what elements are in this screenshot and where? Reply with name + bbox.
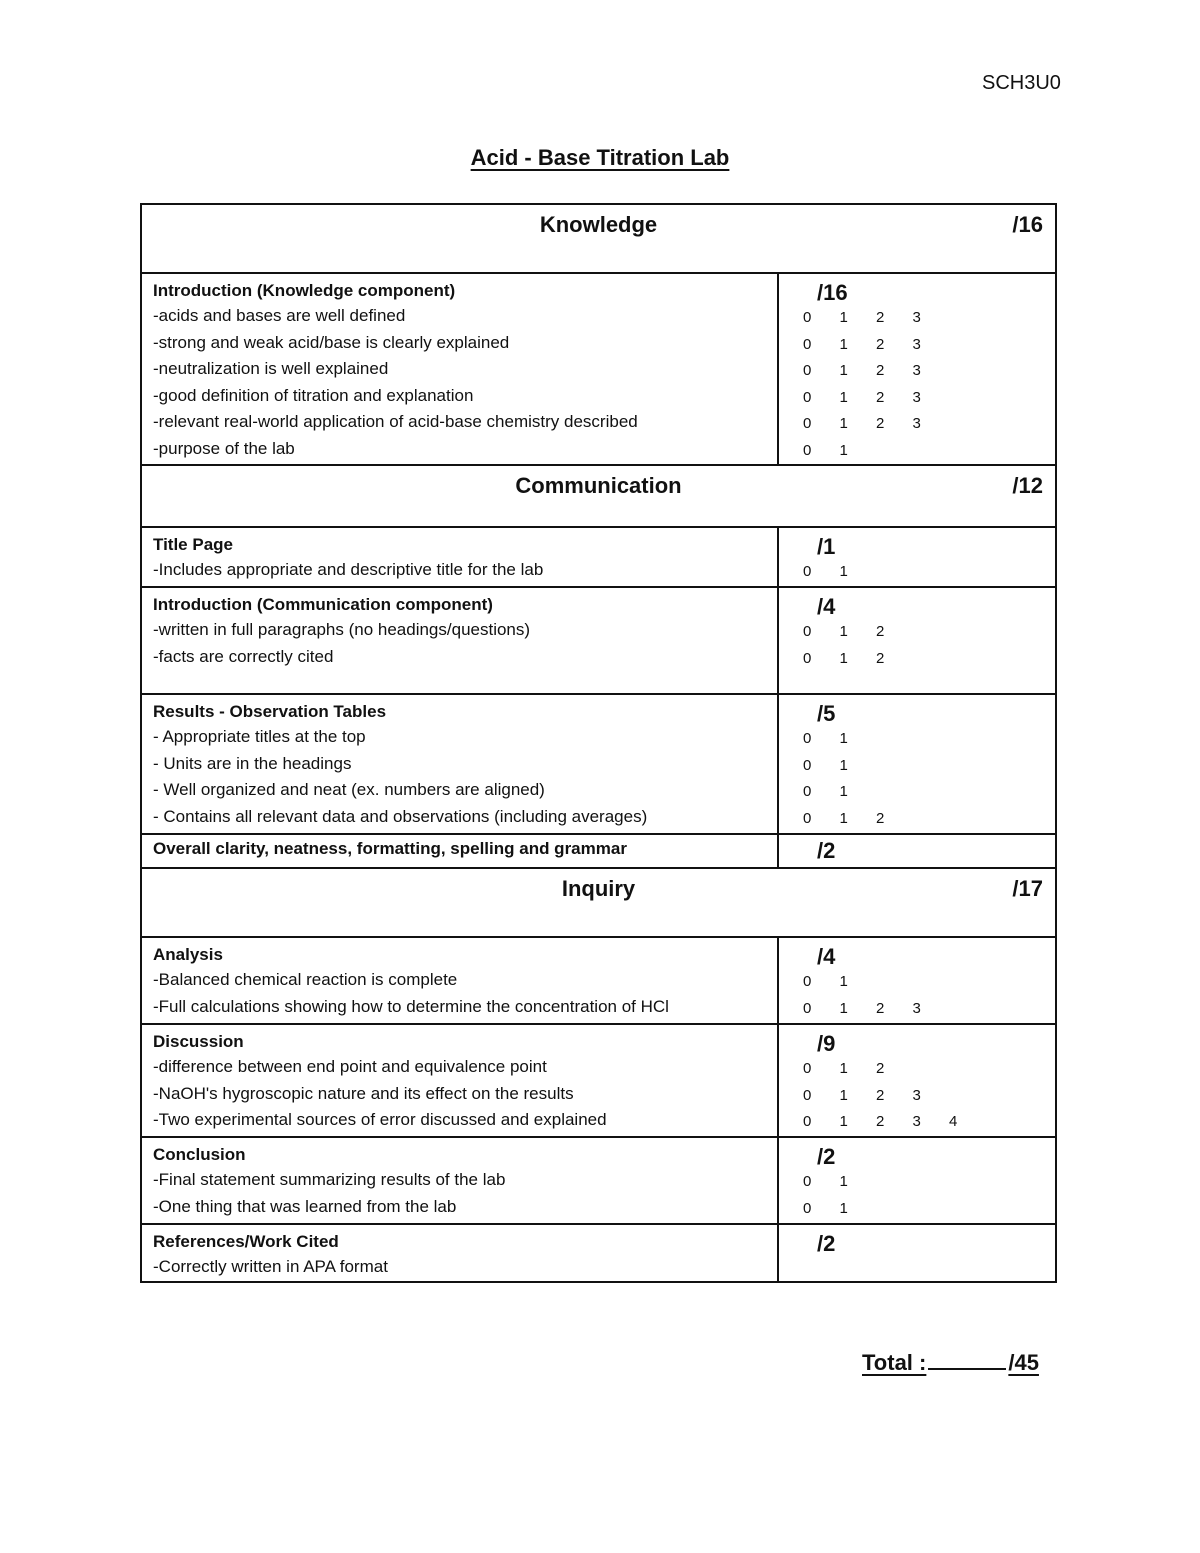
- score-option: 2: [876, 809, 885, 827]
- criterion-heading: Introduction (Knowledge component): [153, 281, 456, 300]
- score-option: 1: [839, 1060, 848, 1077]
- score-option: 0: [803, 309, 812, 326]
- section-title: Inquiry: [561, 876, 636, 901]
- grand-total: [862, 1348, 1039, 1376]
- section-header-inquiry: [141, 868, 1056, 937]
- criterion-description: [141, 273, 778, 465]
- score-option: 0: [803, 783, 812, 800]
- total-label: Total :: [862, 1350, 927, 1375]
- criterion-max-score: /2: [817, 1231, 836, 1256]
- criterion-row: [141, 1224, 1056, 1282]
- criterion-item: - Appropriate titles at the top: [153, 727, 366, 746]
- score-option: 2: [876, 1113, 885, 1130]
- score-option: 1: [839, 973, 848, 990]
- criterion-score: [778, 1137, 1056, 1224]
- score-option: 3: [912, 1086, 921, 1104]
- section-total: /17: [1012, 876, 1043, 901]
- total-blank: [928, 1348, 1006, 1370]
- criterion-heading: Conclusion: [153, 1145, 246, 1164]
- criterion-score: [778, 834, 1056, 868]
- page-title-text: Acid - Base Titration Lab: [470, 145, 730, 170]
- criterion-item: -Final statement summarizing results of the lab: [153, 1170, 506, 1189]
- criterion-heading: Introduction (Communication component): [153, 595, 493, 614]
- score-option: 1: [839, 1086, 848, 1104]
- score-option: 3: [912, 415, 921, 432]
- criterion-max-score: /4: [817, 944, 836, 969]
- criterion-row: [141, 694, 1056, 834]
- criterion-description: [141, 1224, 778, 1282]
- criterion-score: [778, 273, 1056, 465]
- score-option: 3: [912, 1113, 921, 1130]
- criterion-heading: Discussion: [153, 1032, 244, 1051]
- score-option: 1: [839, 999, 848, 1017]
- score-option: 0: [803, 415, 812, 432]
- criterion-item: -strong and weak acid/base is clearly explained: [153, 332, 510, 352]
- score-option: 0: [803, 973, 812, 990]
- score-option: 0: [803, 649, 812, 667]
- score-option: 0: [803, 1173, 812, 1190]
- criterion-item: - Well organized and neat (ex. numbers are aligned): [153, 780, 545, 799]
- criterion-score: [778, 587, 1056, 694]
- score-option: 0: [803, 756, 812, 774]
- score-option: 1: [839, 730, 848, 747]
- score-scale: [803, 996, 1055, 1023]
- score-option: 1: [839, 623, 848, 640]
- page-title: [0, 145, 1200, 171]
- score-option: 2: [876, 362, 885, 379]
- score-option: 1: [839, 1199, 848, 1217]
- criterion-item: -difference between end point and equivalence point: [153, 1057, 547, 1076]
- criterion-score: [778, 937, 1056, 1024]
- score-option: 1: [839, 441, 848, 459]
- criterion-max-score: /2: [817, 838, 836, 863]
- score-option: 0: [803, 441, 812, 459]
- score-scale: [803, 753, 1055, 780]
- criterion-row: [141, 1024, 1056, 1137]
- criterion-description: [141, 937, 778, 1024]
- score-option: 2: [876, 335, 885, 353]
- criterion-row: [141, 587, 1056, 694]
- score-scale: [803, 969, 1055, 996]
- criterion-item: -Full calculations showing how to determine the concentration of HCl: [153, 996, 669, 1016]
- score-scale: [803, 1196, 1055, 1223]
- score-option: 1: [839, 809, 848, 827]
- score-option: 1: [839, 309, 848, 326]
- score-option: 4: [949, 1113, 958, 1130]
- score-scale: [803, 1083, 1055, 1110]
- criterion-heading: Title Page: [153, 535, 233, 554]
- criterion-item: -good definition of titration and explanation: [153, 385, 474, 405]
- criterion-heading: Results - Observation Tables: [153, 702, 387, 721]
- score-option: 0: [803, 362, 812, 379]
- section-header-communication: [141, 465, 1056, 527]
- score-scale: [803, 1169, 1055, 1196]
- score-option: 2: [876, 999, 885, 1017]
- score-option: 2: [876, 1060, 885, 1077]
- score-scale: [803, 806, 1055, 833]
- criterion-item: -acids and bases are well defined: [153, 306, 406, 325]
- score-option: 1: [839, 563, 848, 580]
- score-scale: [803, 1056, 1055, 1083]
- score-scale: [803, 646, 1055, 673]
- section-row-inquiry: [141, 868, 1056, 937]
- criterion-max-score: /2: [817, 1144, 836, 1169]
- score-scale: [803, 559, 1055, 586]
- score-option: 1: [839, 1113, 848, 1130]
- score-option: 0: [803, 1113, 812, 1130]
- score-option: 1: [839, 335, 848, 353]
- score-scale: [803, 332, 1055, 359]
- criterion-row: [141, 1137, 1056, 1224]
- criterion-row: [141, 937, 1056, 1024]
- score-option: 0: [803, 563, 812, 580]
- criterion-description: [141, 527, 778, 587]
- score-option: 0: [803, 1086, 812, 1104]
- criterion-row: [141, 273, 1056, 465]
- course-code: SCH3U0: [982, 72, 1061, 94]
- criterion-item: - Contains all relevant data and observations (including averages): [153, 806, 648, 826]
- criterion-item: -Correctly written in APA format: [153, 1257, 388, 1276]
- score-option: 0: [803, 1199, 812, 1217]
- criterion-description: [141, 834, 778, 868]
- criterion-item: -Two experimental sources of error discussed and explained: [153, 1110, 607, 1129]
- score-option: 0: [803, 809, 812, 827]
- score-option: 1: [839, 783, 848, 800]
- criterion-max-score: /5: [817, 701, 836, 726]
- section-title: Communication: [515, 473, 682, 498]
- score-scale: [803, 1109, 1055, 1136]
- score-option: 2: [876, 649, 885, 667]
- criterion-item: -relevant real-world application of acid-base chemistry described: [153, 412, 638, 431]
- score-option: 3: [912, 335, 921, 353]
- criterion-item: - Units are in the headings: [153, 753, 352, 773]
- criterion-max-score: /4: [817, 594, 836, 619]
- score-option: 2: [876, 1086, 885, 1104]
- score-option: 1: [839, 649, 848, 667]
- score-option: 3: [912, 999, 921, 1017]
- score-option: 1: [839, 388, 848, 406]
- criterion-max-score: /1: [817, 534, 836, 559]
- criterion-item: -Balanced chemical reaction is complete: [153, 970, 458, 989]
- total-max: /45: [1008, 1350, 1039, 1375]
- score-option: 1: [839, 362, 848, 379]
- criterion-item: -written in full paragraphs (no headings/questions): [153, 620, 531, 639]
- criterion-heading: References/Work Cited: [153, 1232, 339, 1251]
- score-scale: [803, 385, 1055, 412]
- section-row-communication: [141, 465, 1056, 527]
- criterion-item: -NaOH's hygroscopic nature and its effect on the results: [153, 1083, 574, 1103]
- criterion-description: [141, 1024, 778, 1137]
- criterion-max-score: /16: [817, 280, 848, 305]
- criterion-max-score: /9: [817, 1031, 836, 1056]
- score-scale: [803, 619, 1055, 646]
- score-option: 3: [912, 362, 921, 379]
- section-row-knowledge: [141, 204, 1056, 273]
- score-option: 0: [803, 388, 812, 406]
- score-option: 2: [876, 623, 885, 640]
- score-option: 2: [876, 309, 885, 326]
- score-option: 1: [839, 415, 848, 432]
- criterion-score: [778, 527, 1056, 587]
- score-option: 0: [803, 335, 812, 353]
- score-option: 0: [803, 623, 812, 640]
- score-option: 0: [803, 730, 812, 747]
- score-option: 2: [876, 415, 885, 432]
- criterion-item: -purpose of the lab: [153, 438, 295, 458]
- rubric-table: [140, 203, 1057, 1283]
- section-title: Knowledge: [539, 212, 658, 237]
- criterion-heading: Overall clarity, neatness, formatting, spelling and grammar: [153, 839, 627, 858]
- score-scale: [803, 438, 1055, 465]
- score-scale: [803, 358, 1055, 385]
- criterion-item: -Includes appropriate and descriptive title for the lab: [153, 560, 544, 579]
- section-total: /16: [1012, 212, 1043, 237]
- criterion-score: [778, 1224, 1056, 1282]
- criterion-heading: Analysis: [153, 945, 223, 964]
- score-option: 2: [876, 388, 885, 406]
- criterion-item: -One thing that was learned from the lab: [153, 1196, 457, 1216]
- criterion-row: [141, 834, 1056, 868]
- criterion-item: -facts are correctly cited: [153, 646, 334, 666]
- score-scale: [803, 305, 1055, 332]
- score-scale: [803, 779, 1055, 806]
- score-option: 1: [839, 756, 848, 774]
- section-header-knowledge: [141, 204, 1056, 273]
- section-total: /12: [1012, 473, 1043, 498]
- score-option: 1: [839, 1173, 848, 1190]
- score-option: 3: [912, 388, 921, 406]
- criterion-description: [141, 1137, 778, 1224]
- criterion-description: [141, 694, 778, 834]
- score-option: 0: [803, 1060, 812, 1077]
- score-scale: [803, 726, 1055, 753]
- criterion-item: -neutralization is well explained: [153, 359, 389, 378]
- score-option: 0: [803, 999, 812, 1017]
- score-scale: [803, 411, 1055, 438]
- criterion-row: [141, 527, 1056, 587]
- score-option: 3: [912, 309, 921, 326]
- criterion-score: [778, 694, 1056, 834]
- criterion-description: [141, 587, 778, 694]
- criterion-score: [778, 1024, 1056, 1137]
